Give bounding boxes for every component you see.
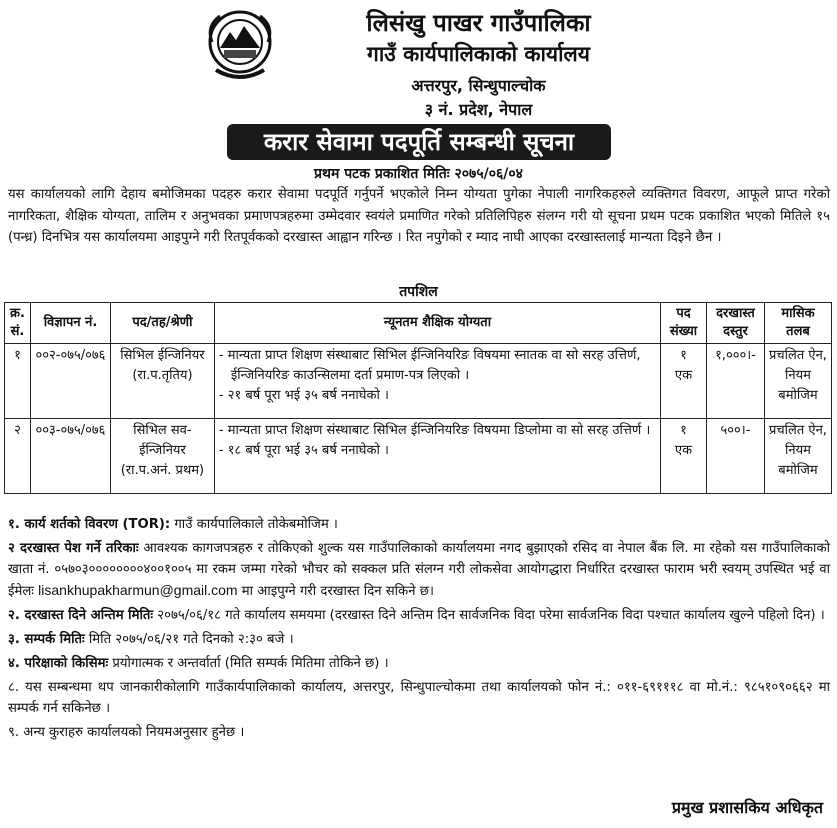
qualification-line: - मान्यता प्राप्त शिक्षण संस्थाबाट सिभिल ईन्जिनियरिङ विषयमा स्नातक वा सो सरह उत्तिर्ण, ईन्जिनियरिङ काउन्सिलमा दर्ता प्रमाण-पत्र लिएको । [218,348,641,383]
header-qualification: न्यूनतम शैक्षिक योग्यता [214,303,660,344]
row-post [110,344,214,419]
list-item: ९. अन्य कुराहरु कार्यालयको नियमअनुसार हुनेछ । [8,725,245,740]
list-item [8,629,830,650]
method-text: आवश्यक कागजपत्रहरु र तोकिएको शुल्क यस गाउँपालिकाको कार्यालयमा नगद बुझाएको रसिद वा नेपाल बैंक लि. मा रहेको यस गाउँपालिकाको खाता नं. ०५७०३००००००००४००१००५ मा रकम जम्मा गरेको भौचर को सक्कल प्रति संलग्न गरी लोकसेवा आयोगद्धारा निर्धारित दरखास्त फाराम भरी स्वयम् उपस्थित भई वा ईमेलः [8,541,831,599]
deadline-label: २. दरखास्त दिने अन्तिम मितिः [8,608,154,623]
list-item [8,514,830,535]
header-post: पद/तह/श्रेणी [110,303,214,344]
count-number: १ [680,348,687,363]
contact-email: lisankhupakharmun@gmail.com [38,582,238,598]
contact-date-text: मिति २०७५/०६/२१ गते दिनको २:३० बजे । [84,632,294,647]
header-sn: क्र. सं. [5,303,31,344]
table-title: तपशिल [399,284,438,300]
exam-type-text: प्रयोगात्मक र अन्तर्वार्ता (मिति सम्पर्क मितिमा तोकिने छ) । [108,656,389,671]
office-name: गाउँ कार्यपालिकाको कार्यालय [367,42,590,66]
notice-title-banner: करार सेवामा पदपूर्ति सम्बन्धी सूचना [227,124,611,160]
publication-date: प्रथम पटक प्रकाशित मितिः २०७५/०६/०४ [314,166,523,182]
deadline-text: २०७५/०६/१८ गते कार्यालय समयमा (दरखास्त दिने अन्तिम दिन सार्वजनिक विदा परेमा सार्वजनिक विदा पश्चात कार्यालय खुल्ने पहिलो दिन) । [153,608,825,623]
row-sn: २ [5,419,31,494]
list-item: ८. यस सम्बन्धमा थप जानकारीकोलागि गाउँकार्यपालिकाको कार्यालय, अत्तरपुर, सिन्धुपाल्चोकमा तथा कार्यालयको फोन नं.: ०११-६९१११८ वा मो.नं.: ९८५१०९०६६२ मा सम्पर्क गर्न सकिनेछ । [8,680,830,716]
post-level: (रा.प.अनं. प्रथम) [120,463,205,478]
row-ad-no: ००२-०७५/०७६ [30,344,110,419]
list-item [8,605,830,626]
header-count: पद संख्या [661,303,707,344]
conditions-list [8,514,830,746]
age-line: - १८ बर्ष पूरा भई ३५ बर्ष ननाघेको । [218,443,389,458]
row-qualification [214,344,660,419]
contact-date-label: ३. सम्पर्क मितिः [8,632,85,647]
row-qualification [214,419,660,494]
post-level: (रा.प.तृतिय) [132,368,193,383]
municipality-name: लिसंखु पाखर गाउँपालिका [366,9,591,37]
tor-label: १. कार्य शर्तको विवरण (TOR): [8,517,171,532]
row-count [661,344,707,419]
count-word: एक [674,443,693,458]
count-word: एक [674,368,693,383]
row-count [661,419,707,494]
age-line: - २१ बर्ष पूरा भई ३५ बर्ष ननाघेको । [218,388,389,403]
row-fee: ५००।- [707,419,765,494]
row-fee: १,०००।- [707,344,765,419]
post-name: सिभिल ईन्जिनियर [120,348,205,363]
exam-type-label: ४. परिक्षाको किसिमः [8,656,109,671]
header-fee: दरखास्त दस्तुर [707,303,765,344]
table-header-row [5,303,832,344]
vacancy-table [4,302,832,494]
qualification-line: - मान्यता प्राप्त शिक्षण संस्थाबाट सिभिल ईन्जिनियरिङ विषयमा डिप्लोमा वा सो सरह उत्तिर्ण । [218,423,651,438]
row-salary: प्रचलित ऐन, नियम बमोजिम [764,344,831,419]
post-name: सिभिल सव-ईन्जिनियर [133,423,192,458]
method-tail: मा आइपुग्ने गरी दरखास्त दिन सकिने छ। [237,584,434,599]
row-ad-no: ००३-०७५/०७६ [30,419,110,494]
list-item [8,653,830,674]
list-item [8,538,830,602]
office-address: अत्तरपुर, सिन्धुपाल्चोक [411,76,546,95]
signatory-title: प्रमुख प्रशासकिय अधिकृत [671,798,823,817]
row-salary: प्रचलित ऐन, नियम बमोजिम [764,419,831,494]
intro-paragraph: यस कार्यालयको लागि देहाय बमोजिमका पदहरु करार सेवामा पदपूर्ति गर्नुपर्ने भएकोले निम्न योग्यता पुगेका नेपाली नागरिकहरुले व्यक्तिगत विवरण, आफूले प्राप्त गरेको नागरिकता, शैक्षिक योग्यता, तालिम र अनुभवका प्रमाणपत्रहरुमा उम्मेदवार स्वयंले प्रमाणित गरेको प्रतिलिपिहरु संलग्न गरी यो सूचना प्रथम पटक प्रकाशित भएको मितिले १५ (पन्ध्र) दिनभित्र यस कार्यालयमा आइपुग्ने गरी रितपूर्वकको दरखास्त आह्वान गरिन्छ । रित नपुगेको र म्याद नाघी आएका दरखास्तलाई मान्यता दिइने छैन । [8,187,830,245]
header-salary: मासिक तलब [764,303,831,344]
tor-text: गाउँ कार्यपालिकाले तोकेबमोजिम । [170,517,338,532]
count-number: १ [680,423,687,438]
row-post [110,419,214,494]
header-ad-no: विज्ञापन नं. [30,303,110,344]
method-label: २ दरखास्त पेश गर्ने तरिकाः [8,541,139,556]
table-row [5,344,832,419]
table-row [5,419,832,494]
province: ३ नं. प्रदेश, नेपाल [424,100,533,119]
row-sn: १ [5,344,31,419]
